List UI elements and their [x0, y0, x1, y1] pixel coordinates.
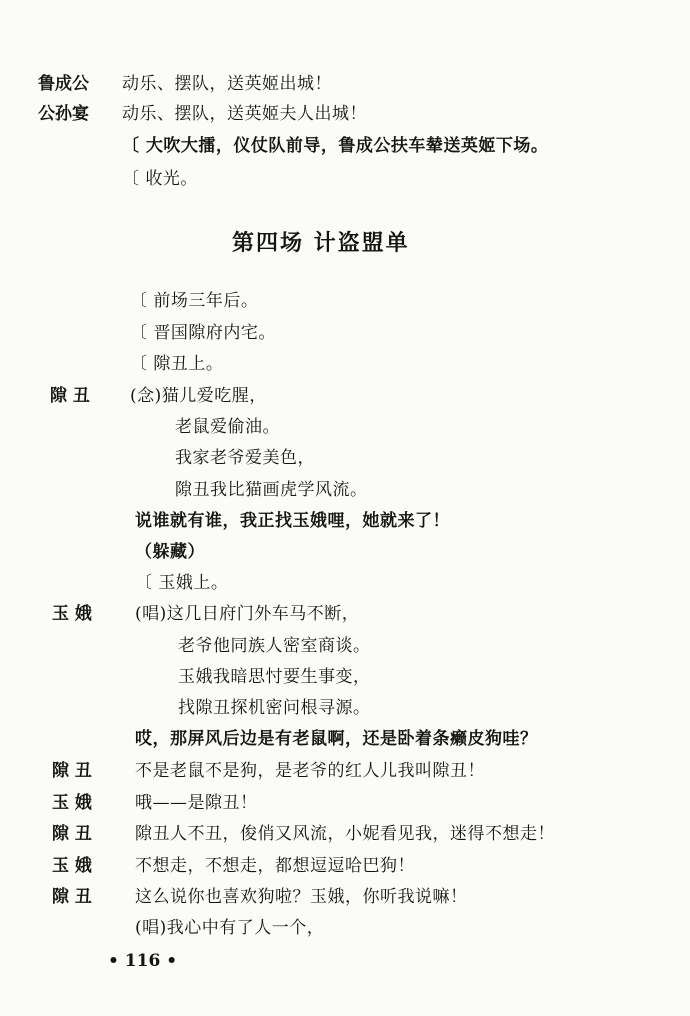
verse-line: 找隙丑探机密问根寻源。 [178, 698, 371, 718]
dialogue-line: (念)猫儿爱吃腥， [130, 386, 267, 406]
dialogue-line: 动乐、摆队，送英姬夫人出城！ [122, 104, 367, 124]
stage-direction: （躲藏） [135, 542, 205, 562]
verse-line: 隙丑我比猫画虎学风流。 [175, 480, 368, 500]
dialogue-line: (唱)我心中有了人一个， [135, 918, 325, 938]
dialogue-line: 动乐、摆队，送英姬出城！ [122, 74, 332, 94]
speaker-label: 隙 丑 [52, 761, 92, 781]
dialogue-line: 不想走，不想走，都想逗逗哈巴狗！ [135, 856, 415, 876]
scene-title: 第四场 计盗盟单 [232, 230, 410, 256]
speaker-label: 隙 丑 [52, 824, 92, 844]
dialogue-line: 哎，那屏风后边是有老鼠啊，还是卧着条癞皮狗哇？ [135, 729, 538, 749]
dialogue-line: 这么说你也喜欢狗啦？玉娥，你听我说嘛！ [135, 887, 468, 907]
verse-line: 我家老爷爱美色， [175, 448, 315, 468]
speaker-label: 玉 娥 [52, 856, 92, 876]
speaker-label: 隙 丑 [52, 887, 92, 907]
stage-direction: 〔 晋国隙府内宅。 [130, 323, 276, 343]
verse-line: 老鼠爱偷油。 [175, 417, 280, 437]
dialogue-line: 隙丑人不丑，俊俏又风流，小妮看见我，迷得不想走！ [135, 824, 555, 844]
speaker-label: 玉 娥 [52, 793, 92, 813]
stage-direction: 〔 大吹大擂，仪仗队前导，鲁成公扶车辇送英姬下场。 [122, 136, 549, 156]
stage-direction: 〔 隙丑上。 [130, 354, 224, 374]
stage-direction: 〔 前场三年后。 [130, 291, 259, 311]
dialogue-line: 不是老鼠不是狗，是老爷的红人儿我叫隙丑！ [135, 761, 485, 781]
speaker-label: 隙 丑 [50, 386, 90, 406]
stage-direction: 〔 收光。 [122, 169, 198, 189]
verse-line: 老爷他同族人密室商谈。 [178, 636, 371, 656]
speaker-label: 公孙宴 [38, 104, 89, 124]
speaker-label: 玉 娥 [52, 604, 92, 624]
dialogue-line: (唱)这几日府门外车马不断， [135, 604, 360, 624]
dialogue-line: 说谁就有谁，我正找玉娥哩，她就来了！ [135, 511, 450, 531]
dialogue-line: 哦——是隙丑！ [135, 793, 258, 813]
verse-line: 玉娥我暗思忖要生事变， [178, 667, 371, 687]
speaker-label: 鲁成公 [38, 74, 89, 94]
page-number: • 116 • [108, 951, 178, 971]
stage-direction: 〔 玉娥上。 [135, 573, 229, 593]
